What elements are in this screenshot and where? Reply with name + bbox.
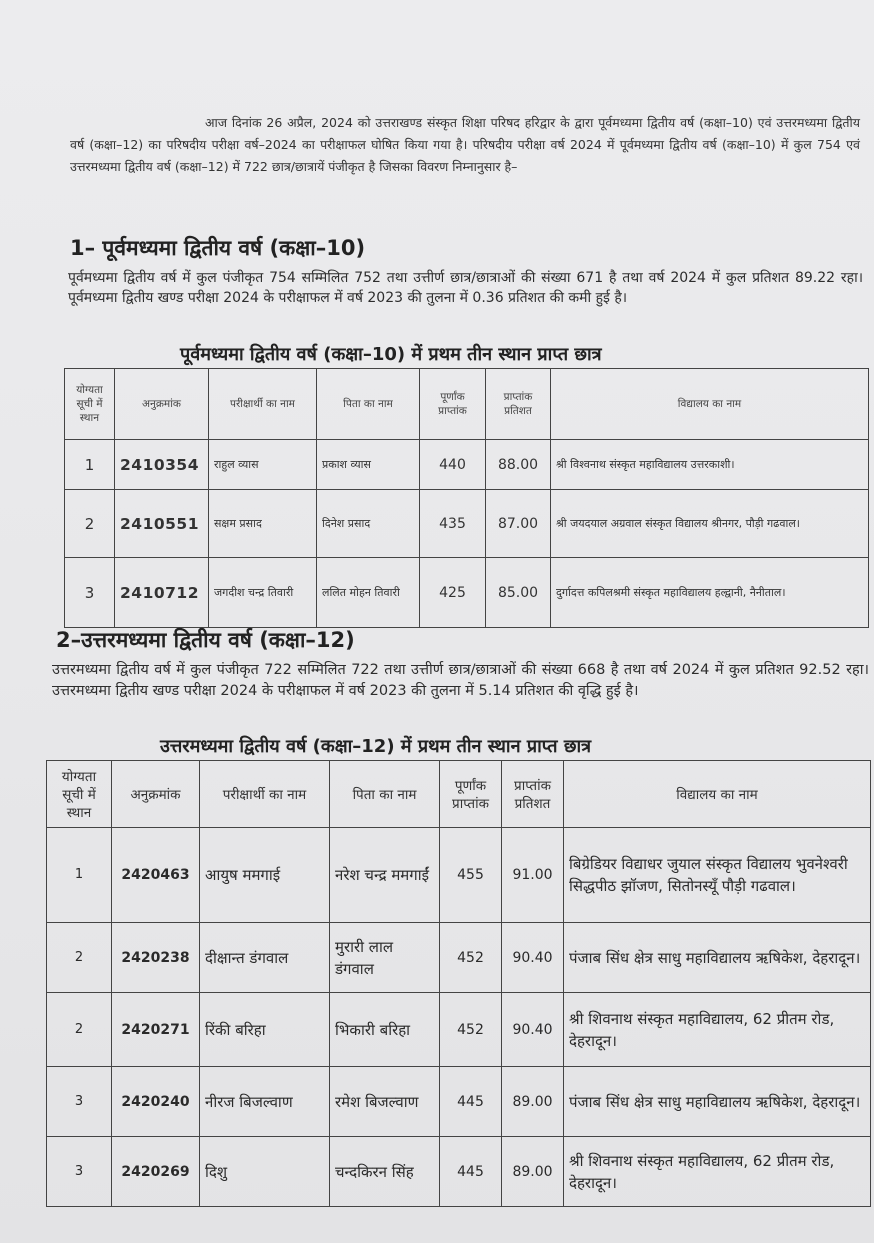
cell-father: दिनेश प्रसाद <box>317 490 420 558</box>
table-row <box>47 1067 871 1137</box>
cell-roll: 2410354 <box>115 440 209 490</box>
class12-toppers-table <box>46 760 871 1207</box>
col-header-father: पिता का नाम <box>317 369 420 440</box>
cell-rank: 3 <box>65 558 115 628</box>
cell-percent: 88.00 <box>486 440 551 490</box>
cell-percent: 91.00 <box>502 828 564 923</box>
cell-roll: 2420269 <box>112 1137 200 1207</box>
cell-school: दुर्गादत्त कपिलश्रमी संस्कृत महाविद्यालय हल्द्वानी, नैनीताल। <box>551 558 869 628</box>
table-row <box>65 558 869 628</box>
col-header-school: विद्यालय का नाम <box>551 369 869 440</box>
col-header-name: परीक्षार्थी का नाम <box>200 761 330 828</box>
cell-father: रमेश बिजल्वाण <box>330 1067 440 1137</box>
cell-name: दीक्षान्त डंगवाल <box>200 923 330 993</box>
cell-name: नीरज बिजल्वाण <box>200 1067 330 1137</box>
cell-marks: 435 <box>420 490 486 558</box>
col-header-roll: अनुक्रमांक <box>112 761 200 828</box>
cell-name: आयुष ममगाई <box>200 828 330 923</box>
cell-rank: 2 <box>65 490 115 558</box>
cell-marks: 452 <box>440 993 502 1067</box>
cell-rank: 2 <box>47 923 112 993</box>
cell-name: रिंकी बरिहा <box>200 993 330 1067</box>
cell-marks: 445 <box>440 1137 502 1207</box>
cell-father: भिकारी बरिहा <box>330 993 440 1067</box>
col-header-marks: पूर्णांक प्राप्तांक <box>440 761 502 828</box>
section2-heading: 2–उत्तरमध्यमा द्वितीय वर्ष (कक्षा–12) <box>56 628 355 652</box>
col-header-name: परीक्षार्थी का नाम <box>209 369 317 440</box>
cell-roll: 2420271 <box>112 993 200 1067</box>
cell-father: नरेश चन्द्र ममगाईं <box>330 828 440 923</box>
cell-percent: 89.00 <box>502 1067 564 1137</box>
class10-toppers-table <box>64 368 869 628</box>
col-header-school: विद्यालय का नाम <box>564 761 871 828</box>
cell-school: पंजाब सिंध क्षेत्र साधु महाविद्यालय ऋषिकेश, देहरादून। <box>564 923 871 993</box>
table-row <box>47 923 871 993</box>
table-row <box>47 828 871 923</box>
cell-marks: 452 <box>440 923 502 993</box>
cell-percent: 90.40 <box>502 923 564 993</box>
cell-rank: 2 <box>47 993 112 1067</box>
cell-roll: 2410551 <box>115 490 209 558</box>
cell-name: दिशु <box>200 1137 330 1207</box>
col-header-roll: अनुक्रमांक <box>115 369 209 440</box>
table-header-row <box>47 761 871 828</box>
cell-name: जगदीश चन्द्र तिवारी <box>209 558 317 628</box>
table-row <box>65 440 869 490</box>
cell-roll: 2420240 <box>112 1067 200 1137</box>
cell-marks: 445 <box>440 1067 502 1137</box>
cell-name: राहुल व्यास <box>209 440 317 490</box>
intro-paragraph: आज दिनांक 26 अप्रैल, 2024 को उत्तराखण्ड संस्कृत शिक्षा परिषद हरिद्वार के द्वारा पूर्वमध्यमा द्वितीय वर्ष (कक्षा–10) एवं उत्तरमध्यमा द्वितीय वर्ष (कक्षा–12) का परिषदीय परीक्षा वर्ष–2024 का परीक्षाफल घोषित किया गया है। परिषदीय परीक्षा वर्ष 2024 में पूर्वमध्यमा द्वितीय वर्ष (कक्षा–10) में कुल 754 एवं उत्तरमध्यमा द्वितीय वर्ष (कक्षा–12) में 722 छात्र/छात्रायें पंजीकृत है जिसका विवरण निम्नानुसार है– <box>70 115 860 174</box>
section1-heading: 1– पूर्वमध्यमा द्वितीय वर्ष (कक्षा–10) <box>70 236 366 260</box>
cell-roll: 2420238 <box>112 923 200 993</box>
cell-father: प्रकाश व्यास <box>317 440 420 490</box>
cell-father: चन्दकिरन सिंह <box>330 1137 440 1207</box>
cell-school: श्री शिवनाथ संस्कृत महाविद्यालय, 62 प्रीतम रोड, देहरादून। <box>564 993 871 1067</box>
col-header-father: पिता का नाम <box>330 761 440 828</box>
cell-school: पंजाब सिंध क्षेत्र साधु महाविद्यालय ऋषिकेश, देहरादून। <box>564 1067 871 1137</box>
cell-school: श्री विश्वनाथ संस्कृत महाविद्यालय उत्तरकाशी। <box>551 440 869 490</box>
table-row <box>47 1137 871 1207</box>
cell-percent: 85.00 <box>486 558 551 628</box>
cell-school: श्री जयदयाल अग्रवाल संस्कृत विद्यालय श्रीनगर, पौड़ी गढवाल। <box>551 490 869 558</box>
cell-rank: 1 <box>47 828 112 923</box>
cell-rank: 3 <box>47 1067 112 1137</box>
table-header-row <box>65 369 869 440</box>
cell-name: सक्षम प्रसाद <box>209 490 317 558</box>
cell-marks: 455 <box>440 828 502 923</box>
cell-school: बिग्रेडियर विद्याधर जुयाल संस्कृत विद्यालय भुवनेश्वरी सिद्धपीठ झॉजण, सितोनस्यूँ पौड़ी गढवाल। <box>564 828 871 923</box>
table-row <box>65 490 869 558</box>
col-header-rank: योग्यता सूची में स्थान <box>65 369 115 440</box>
cell-rank: 3 <box>47 1137 112 1207</box>
cell-roll: 2410712 <box>115 558 209 628</box>
section2-table-caption: उत्तरमध्यमा द्वितीय वर्ष (कक्षा–12) में प्रथम तीन स्थान प्राप्त छात्र <box>160 736 592 757</box>
col-header-marks: पूर्णांक प्राप्तांक <box>420 369 486 440</box>
col-header-percent: प्राप्तांक प्रतिशत <box>502 761 564 828</box>
cell-marks: 425 <box>420 558 486 628</box>
cell-rank: 1 <box>65 440 115 490</box>
col-header-percent: प्राप्तांक प्रतिशत <box>486 369 551 440</box>
cell-roll: 2420463 <box>112 828 200 923</box>
cell-percent: 90.40 <box>502 993 564 1067</box>
section2-paragraph: उत्तरमध्यमा द्वितीय वर्ष में कुल पंजीकृत 722 सम्मिलित 722 तथा उत्तीर्ण छात्र/छात्राओं की संख्या 668 है तथा वर्ष 2024 में कुल प्रतिशत 92.52 रहा। उत्तरमध्यमा द्वितीय खण्ड परीक्षा 2024 के परीक्षाफल में वर्ष 2023 की तुलना में 5.14 प्रतिशत की वृद्धि हुई है। <box>52 662 869 699</box>
col-header-rank: योग्यता सूची में स्थान <box>47 761 112 828</box>
cell-percent: 89.00 <box>502 1137 564 1207</box>
cell-father: मुरारी लाल डंगवाल <box>330 923 440 993</box>
table-row <box>47 993 871 1067</box>
cell-marks: 440 <box>420 440 486 490</box>
cell-father: ललित मोहन तिवारी <box>317 558 420 628</box>
section1-paragraph: पूर्वमध्यमा द्वितीय वर्ष में कुल पंजीकृत 754 सम्मिलित 752 तथा उत्तीर्ण छात्र/छात्राओं की संख्या 671 है तथा वर्ष 2024 में कुल प्रतिशत 89.22 रहा। पूर्वमध्यमा द्वितीय खण्ड परीक्षा 2024 के परीक्षाफल में वर्ष 2023 की तुलना में 0.36 प्रतिशत की कमी हुई है। <box>68 270 863 306</box>
cell-percent: 87.00 <box>486 490 551 558</box>
section1-table-caption: पूर्वमध्यमा द्वितीय वर्ष (कक्षा–10) में प्रथम तीन स्थान प्राप्त छात्र <box>180 344 602 365</box>
cell-school: श्री शिवनाथ संस्कृत महाविद्यालय, 62 प्रीतम रोड, देहरादून। <box>564 1137 871 1207</box>
